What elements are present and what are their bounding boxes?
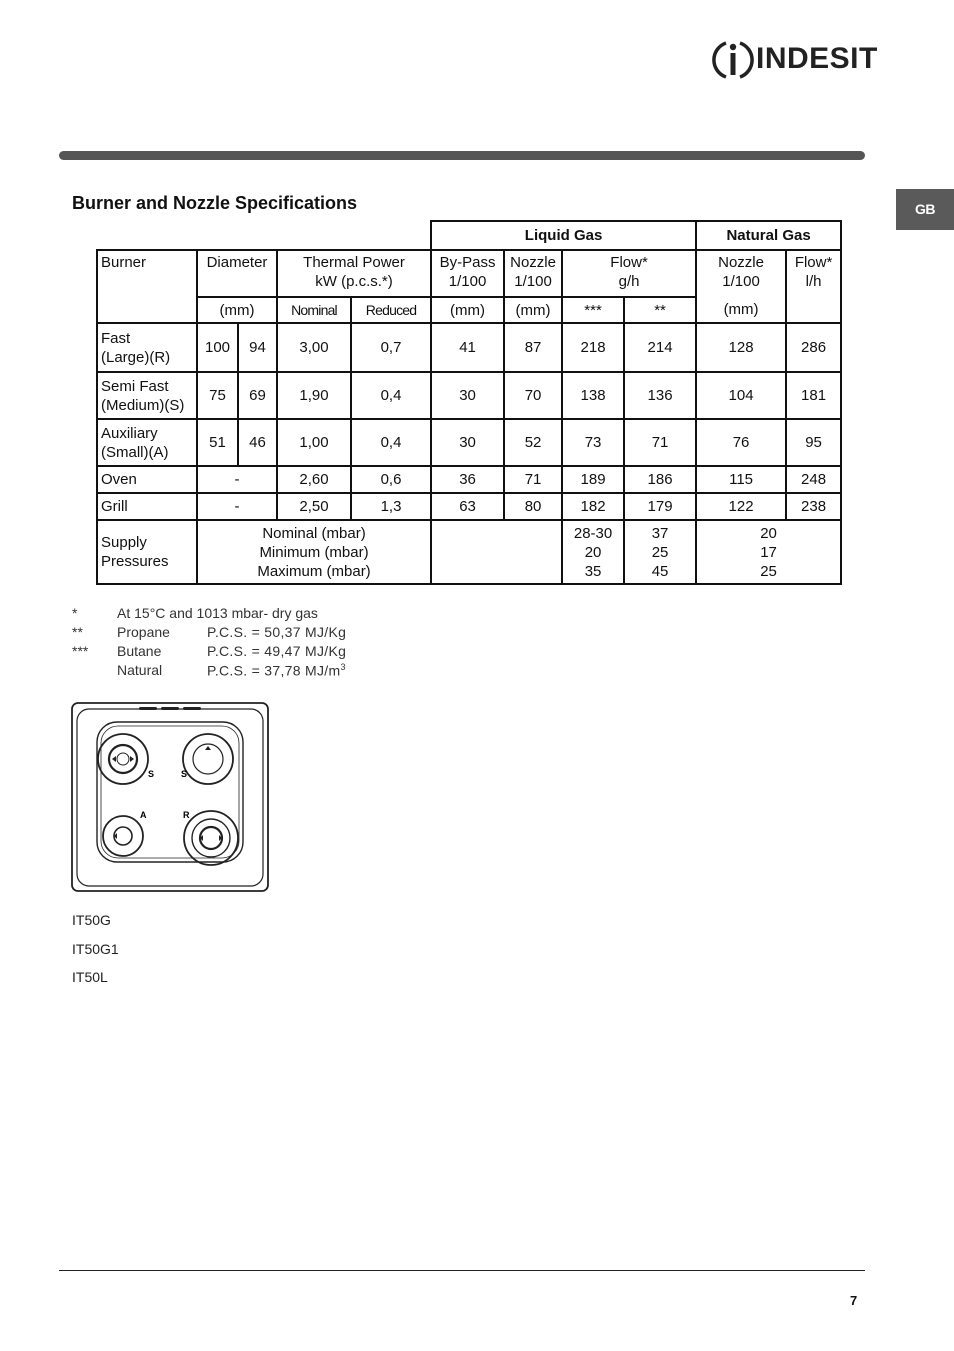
burner-name: Grill — [97, 493, 197, 520]
header-rule — [59, 151, 865, 160]
footnote-mark: *** — [72, 643, 89, 659]
burner-name — [97, 323, 197, 372]
nozzle-ng-value: 122 — [696, 493, 786, 520]
nozzle-lg-value: 70 — [504, 372, 562, 419]
supply-label — [97, 520, 197, 584]
thermal-power-label: Thermal Power — [303, 254, 405, 271]
footnote-gas-name: Butane — [117, 643, 162, 659]
flow-propane-mark: ** — [624, 297, 696, 323]
reduced-power: 0,4 — [351, 372, 431, 419]
supply-pressures-row — [97, 520, 841, 584]
nozzle-lg-value: 52 — [504, 419, 562, 466]
burner-name-line1: Semi Fast — [101, 377, 169, 395]
reduced-header: Reduced — [351, 297, 431, 323]
burner-name: Oven — [97, 466, 197, 493]
burner-name-line2: (Small)(A) — [101, 443, 169, 461]
nominal-header: Nominal — [277, 297, 351, 323]
footer-rule — [59, 1270, 865, 1271]
pressure-value: 37 — [651, 524, 669, 542]
butane-pressures — [562, 520, 624, 584]
pressure-label-nominal: Nominal (mbar) — [262, 524, 366, 542]
nozzle-ng-label: Nozzle — [718, 254, 764, 271]
flow-ng-value: 286 — [786, 323, 841, 372]
bypass-value: 30 — [431, 419, 504, 466]
label-s1: S — [148, 769, 155, 779]
pressure-label-maximum: Maximum (mbar) — [257, 562, 371, 580]
flow-ng-header — [786, 250, 841, 323]
reduced-power: 0,4 — [351, 419, 431, 466]
diameter-value: - — [197, 466, 277, 493]
model-list — [72, 912, 119, 998]
pressure-labels — [197, 520, 431, 584]
footnote-value: P.C.S. = 50,37 MJ/Kg — [207, 624, 347, 640]
flow-ng-value: 181 — [786, 372, 841, 419]
footnote-mark: * — [72, 605, 78, 621]
pressure-label-minimum: Minimum (mbar) — [259, 543, 369, 561]
footnote-value: P.C.S. = 49,47 MJ/Kg — [207, 643, 347, 659]
bypass-sub: 1/100 — [448, 273, 487, 290]
bypass-header — [431, 250, 504, 297]
pressure-value: 28-30 — [573, 524, 613, 542]
flow-propane-value: 71 — [624, 419, 696, 466]
nozzle-lg-value: 87 — [504, 323, 562, 372]
supply-label-line2: Pressures — [101, 553, 169, 570]
pressure-value: 35 — [584, 562, 602, 580]
flow-butane-value: 218 — [562, 323, 624, 372]
footnote-mark: ** — [72, 624, 83, 640]
diameter-value: - — [197, 493, 277, 520]
natural-gas-header: Natural Gas — [696, 221, 841, 250]
diameter-1: 100 — [197, 323, 238, 372]
pressure-value: 17 — [760, 543, 777, 561]
nominal-power: 2,50 — [277, 493, 351, 520]
nozzle-ng-value: 76 — [696, 419, 786, 466]
thermal-power-header — [277, 250, 431, 297]
flow-ng-value: 95 — [786, 419, 841, 466]
nozzle-ng-value: 115 — [696, 466, 786, 493]
reduced-power: 0,7 — [351, 323, 431, 372]
bypass-value: 41 — [431, 323, 504, 372]
indesit-logo — [712, 38, 878, 82]
burner-name-line2: (Large)(R) — [101, 348, 171, 366]
pressure-value: 20 — [760, 524, 777, 542]
nozzle-ng-value: 104 — [696, 372, 786, 419]
pressure-value: 25 — [651, 543, 669, 561]
nozzle-ng-unit: (mm) — [723, 301, 759, 318]
diameter-1: 51 — [197, 419, 238, 466]
bypass-label: By-Pass — [439, 254, 496, 271]
table-row — [97, 372, 841, 419]
nominal-power: 2,60 — [277, 466, 351, 493]
pressure-value: 20 — [584, 543, 602, 561]
flow-butane-value: 189 — [562, 466, 624, 493]
footnote-value-wrap — [207, 662, 346, 679]
flow-butane-value: 73 — [562, 419, 624, 466]
reduced-power: 0,6 — [351, 466, 431, 493]
page-number: 7 — [850, 1293, 858, 1308]
pressure-value: 25 — [760, 562, 777, 580]
pressure-empty-cell — [431, 520, 562, 584]
bypass-unit: (mm) — [431, 297, 504, 323]
nozzle-lg-value: 80 — [504, 493, 562, 520]
nozzle-lg-label: Nozzle — [510, 254, 556, 271]
burner-name-line2: (Medium)(S) — [101, 396, 185, 414]
bypass-value: 36 — [431, 466, 504, 493]
label-s2: S — [181, 769, 188, 779]
flow-ng-value: 238 — [786, 493, 841, 520]
diameter-header: Diameter — [197, 250, 277, 297]
flow-butane-mark: *** — [562, 297, 624, 323]
nominal-power: 1,00 — [277, 419, 351, 466]
diameter-2: 94 — [238, 323, 277, 372]
nominal-power: 3,00 — [277, 323, 351, 372]
diameter-2: 46 — [238, 419, 277, 466]
flow-lg-label: Flow* — [610, 254, 648, 271]
bypass-value: 63 — [431, 493, 504, 520]
flow-propane-value: 186 — [624, 466, 696, 493]
hob-diagram — [71, 702, 269, 892]
natural-pressures — [696, 520, 841, 584]
burner-name-line1: Fast — [101, 329, 131, 347]
nozzle-lg-header — [504, 250, 562, 297]
nozzle-lg-value: 71 — [504, 466, 562, 493]
label-r: R — [183, 810, 190, 820]
nozzle-ng-sub: 1/100 — [722, 273, 760, 290]
indesit-logo-icon — [712, 38, 754, 82]
pressure-value: 45 — [651, 562, 669, 580]
propane-pressures — [624, 520, 696, 584]
footnote-sup: 3 — [340, 662, 346, 672]
flow-butane-value: 182 — [562, 493, 624, 520]
flow-propane-value: 136 — [624, 372, 696, 419]
flow-propane-value: 214 — [624, 323, 696, 372]
nozzle-ng-value: 128 — [696, 323, 786, 372]
supply-label-line1: Supply — [101, 534, 147, 551]
diameter-1: 75 — [197, 372, 238, 419]
model-name: IT50L — [72, 969, 108, 985]
language-tab: GB — [896, 189, 954, 230]
burner-name — [97, 419, 197, 466]
footnote-gas-name: Propane — [117, 624, 170, 640]
table-row — [97, 419, 841, 466]
model-name: IT50G1 — [72, 940, 119, 957]
diameter-2: 69 — [238, 372, 277, 419]
flow-lg-header — [562, 250, 696, 297]
nozzle-lg-unit: (mm) — [504, 297, 562, 323]
footnote-text: At 15°C and 1013 mbar- dry gas — [117, 605, 318, 621]
bypass-value: 30 — [431, 372, 504, 419]
burner-spec-table — [96, 220, 842, 585]
burner-name-line1: Auxiliary — [101, 424, 158, 442]
flow-ng-unit: l/h — [805, 273, 822, 290]
footnote-value: P.C.S. = 37,78 MJ/m — [207, 662, 341, 679]
table-corner — [97, 221, 431, 250]
footnote-gas-name: Natural — [117, 662, 163, 678]
burner-name — [97, 372, 197, 419]
liquid-gas-header: Liquid Gas — [431, 221, 696, 250]
burner-header: Burner — [97, 250, 197, 323]
flow-lg-unit: g/h — [618, 273, 640, 290]
table-row — [97, 466, 841, 493]
table-row — [97, 493, 841, 520]
nozzle-lg-sub: 1/100 — [514, 273, 552, 290]
table-row — [97, 323, 841, 372]
reduced-power: 1,3 — [351, 493, 431, 520]
nominal-power: 1,90 — [277, 372, 351, 419]
thermal-power-unit: kW (p.c.s.*) — [315, 273, 393, 290]
section-title: Burner and Nozzle Specifications — [72, 193, 358, 213]
brand-name: INDESIT — [756, 42, 878, 75]
flow-ng-value: 248 — [786, 466, 841, 493]
diameter-unit: (mm) — [197, 297, 277, 323]
model-name: IT50G — [72, 912, 111, 928]
flow-ng-label: Flow* — [794, 254, 833, 271]
flow-butane-value: 138 — [562, 372, 624, 419]
flow-propane-value: 179 — [624, 493, 696, 520]
label-a: A — [140, 810, 147, 820]
nozzle-ng-header — [696, 250, 786, 323]
